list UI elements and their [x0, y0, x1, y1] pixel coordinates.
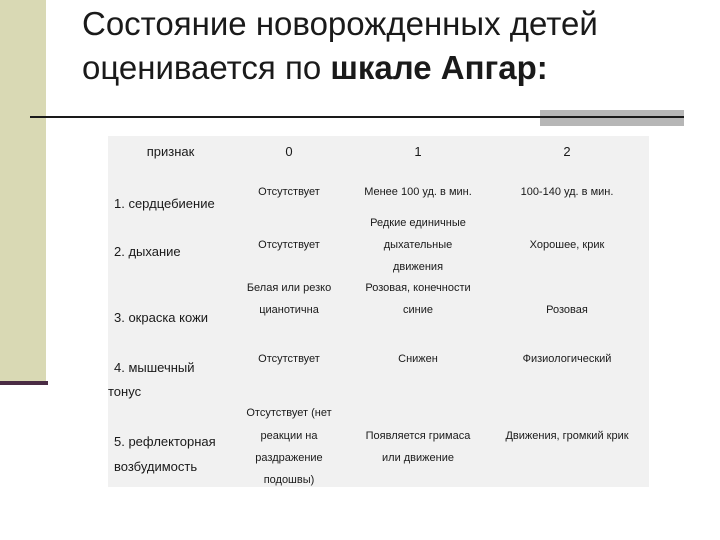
slide-title	[82, 2, 702, 90]
cell-reflex-0-line3: раздражение	[255, 452, 323, 464]
cell-skin-1-line2: синие	[403, 304, 433, 316]
row-sign-tone-line2: тонус	[108, 384, 142, 399]
cell-reflex-2: Движения, громкий крик	[505, 430, 629, 442]
left-accent-band	[0, 0, 46, 383]
header-score-1: 1	[414, 144, 422, 159]
cell-skin-2: Розовая	[546, 304, 588, 316]
cell-tone-1: Снижен	[398, 353, 438, 365]
cell-skin-0-line2: цианотична	[259, 304, 319, 316]
cell-skin-1-line1: Розовая, конечности	[365, 282, 471, 294]
row-sign-reflex-line2: возбудимость	[114, 459, 198, 474]
title-rule-accent	[540, 110, 684, 126]
cell-reflex-0-line4: подошвы)	[263, 474, 315, 486]
cell-tone-0: Отсутствует	[258, 353, 320, 365]
cell-heartbeat-0: Отсутствует	[258, 186, 320, 198]
cell-reflex-0-line1: Отсутствует (нет	[246, 407, 332, 419]
header-sign: признак	[146, 144, 195, 159]
cell-breathing-1-line2: дыхательные	[383, 239, 453, 251]
title-rule	[30, 116, 684, 118]
left-accent-line	[0, 381, 48, 385]
row-sign-tone-line1: 4. мышечный	[114, 360, 195, 375]
cell-reflex-1-line1: Появляется гримаса	[365, 430, 471, 442]
cell-skin-0-line1: Белая или резко	[246, 282, 332, 294]
row-sign-skin: 3. окраска кожи	[114, 310, 209, 325]
title-bold-term: шкале Апгар:	[330, 49, 548, 86]
cell-breathing-2: Хорошее, крик	[529, 239, 605, 251]
cell-breathing-1-line3: движения	[392, 261, 444, 273]
apgar-table	[108, 136, 649, 487]
title-line-2	[82, 46, 702, 90]
cell-heartbeat-1: Менее 100 уд. в мин.	[364, 186, 472, 198]
header-score-2: 2	[563, 144, 571, 159]
cell-breathing-0: Отсутствует	[258, 239, 320, 251]
row-sign-breathing: 2. дыхание	[114, 244, 181, 259]
cell-tone-2: Физиологический	[522, 353, 612, 365]
header-score-0: 0	[285, 144, 293, 159]
row-sign-reflex-line1: 5. рефлекторная	[114, 434, 216, 449]
cell-reflex-1-line2: или движение	[382, 452, 454, 464]
cell-reflex-0-line2: реакции на	[260, 430, 318, 442]
title-line-1: Состояние новорожденных детей	[82, 5, 598, 42]
row-sign-heartbeat: 1. сердцебиение	[114, 196, 215, 211]
title-line-2-text: оценивается по	[82, 49, 331, 86]
cell-breathing-1-line1: Редкие единичные	[370, 217, 466, 229]
cell-heartbeat-2: 100-140 уд. в мин.	[520, 186, 614, 198]
